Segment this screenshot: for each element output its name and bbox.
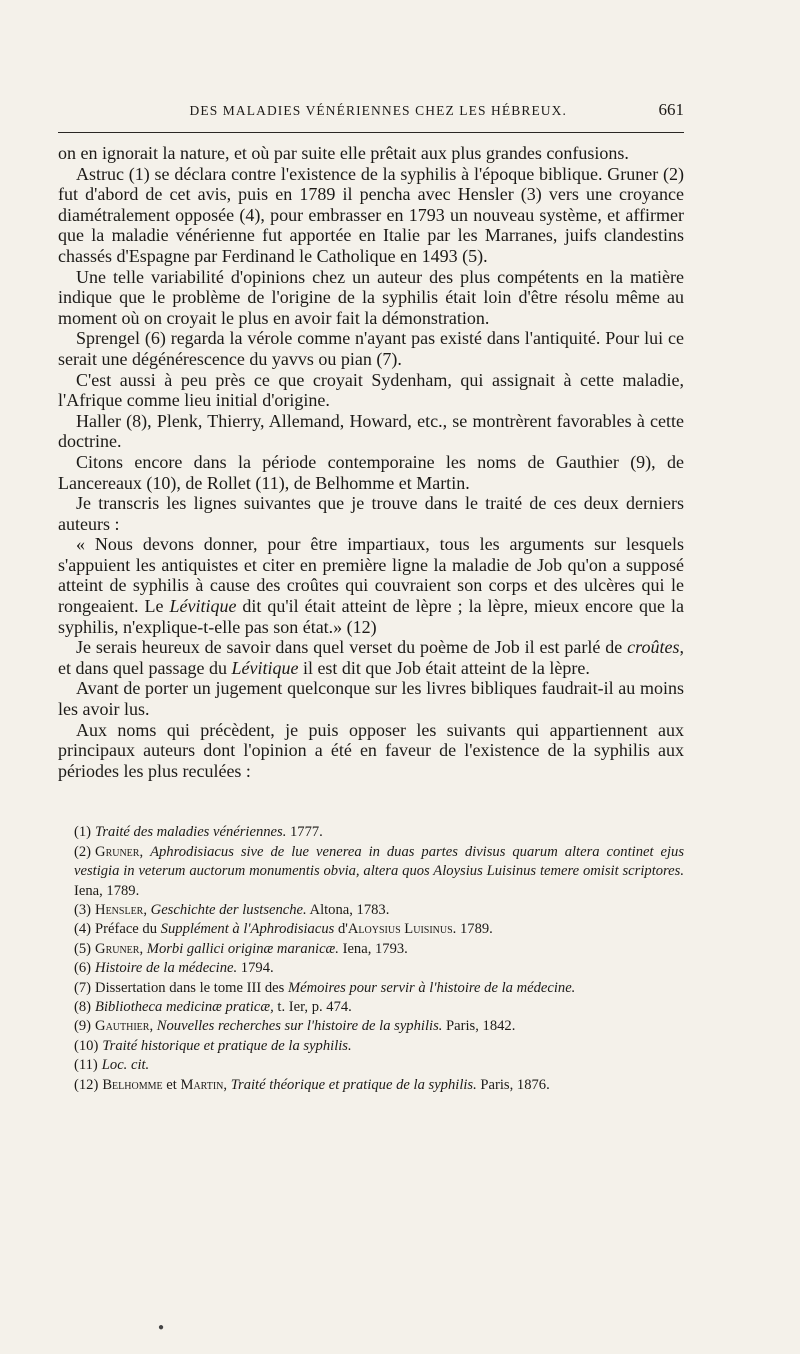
footnote (58, 979, 684, 998)
footnote-number: (2) (74, 843, 92, 860)
footnote-author: Hensler, (95, 902, 147, 919)
paragraph: Sprengel (6) regarda la vérole comme n'ayant pas existé dans l'antiquité. Pour lui ce serait une dégénérescence du yavvs ou pian (7). (58, 328, 684, 369)
footnote-title: Mémoires pour servir à l'histoire de la médecine. (287, 979, 576, 996)
footnote-title: Geschichte der lustsenche. (150, 902, 307, 919)
page-number: 661 (658, 100, 684, 119)
footnote (58, 959, 684, 978)
footnote (58, 843, 684, 901)
header-rule (58, 132, 684, 133)
footnote-text: d' (334, 921, 348, 938)
footnote (58, 998, 684, 1017)
text-run: dit qu'il était atteint de lèpre ; la lèpre, mieux encore que la syphilis, n'explique-t-elle pas son état.» (12) (58, 596, 684, 637)
footnote-text: Préface du (95, 921, 161, 938)
footnote-author: Belhomme (102, 1076, 163, 1093)
paragraph: Aux noms qui précèdent, je puis opposer les suivants qui appartiennent aux principaux auteurs dont l'opinion a été en faveur de l'existence de la syphilis aux périodes les plus reculées : (58, 719, 684, 781)
footnote-author: Martin, (180, 1076, 228, 1093)
footnote-text: t. Ier, p. 474. (273, 999, 352, 1016)
footnote-text: Iena, 1789. (74, 882, 140, 899)
footnote-text: 1789. (456, 921, 493, 938)
footnote-text: Altona, 1783. (306, 902, 390, 919)
paragraph: Haller (8), Plenk, Thierry, Allemand, Howard, etc., se montrèrent favorables à cette doctrine. (58, 410, 684, 452)
footnote-title: Morbi gallici originæ maranicæ. (146, 940, 339, 957)
printer-dot-ornament: ● (158, 1322, 165, 1333)
footnote-number: (6) (74, 960, 92, 977)
running-head (58, 100, 684, 126)
footnote (58, 1017, 684, 1036)
footnote-text: Paris, 1876. (476, 1076, 550, 1093)
paragraph: Citons encore dans la période contemporaine les noms de Gauthier (9), de Lancereaux (10), de Rollet (11), de Belhomme et Martin. (58, 451, 684, 493)
footnote-number: (10) (74, 1037, 99, 1054)
text-run: « Nous devons donner, pour être impartiaux, tous les arguments sur lesquels s'appuient les antiquistes et citer en première ligne la maladie de Job qu'on a supposé atteint de syphilis à cause des croûtes qui couvraient son corps et des ulcères qui le rongeaient. Le (58, 534, 684, 617)
footnote-title: Bibliotheca medicinæ praticæ, (95, 999, 274, 1016)
paragraph: Avant de porter un jugement quelconque sur les livres bibliques faudrait-il au moins les avoir lus. (58, 678, 684, 720)
footnote-title: Traité théorique et pratique de la syphilis. (230, 1076, 477, 1093)
paragraph: Je transcris les lignes suivantes que je trouve dans le traité de ces deux derniers auteurs : (58, 493, 684, 534)
footnote-text: Paris, 1842. (442, 1018, 516, 1035)
paragraph: on en ignorait la nature, et où par suite elle prêtait aux plus grandes confusions. (58, 143, 629, 163)
paragraph: Une telle variabilité d'opinions chez un auteur des plus compétents en la matière indique que le problème de l'origine de la syphilis était loin d'être résolu même au moment où on croyait le plus en avoir fait la démonstration. (58, 266, 684, 328)
text-run: Je serais heureux de savoir dans quel verset du poème de Job il est parlé de (76, 637, 628, 658)
paragraph: C'est aussi à peu près ce que croyait Sydenham, qui assignait à cette maladie, l'Afrique comme lieu initial d'origine. (58, 369, 684, 411)
italic-word: croûtes (627, 637, 680, 658)
footnote (58, 901, 684, 920)
text-run: , et dans quel passage du (58, 637, 684, 678)
footnote-author: Gauthier, (95, 1018, 154, 1035)
running-title: DES MALADIES VÉNÉRIENNES CHEZ LES HÉBREUX. (189, 103, 567, 118)
footnote-title: Nouvelles recherches sur l'histoire de la syphilis. (156, 1018, 443, 1035)
footnote (58, 1076, 684, 1095)
footnote-author: Aloysius Luisinus. (347, 921, 457, 938)
footnote (58, 823, 684, 842)
footnote-number: (11) (74, 1057, 98, 1074)
paragraph: Astruc (1) se déclara contre l'existence de la syphilis à l'époque biblique. Gruner (2) fut d'abord de cet avis, puis en 1789 il pencha avec Hensler (3) vers une croyance diamétralement opposée (4), pour embrasser en 1793 un nouveau système, et affirmer que la maladie vénérienne fut apportée en Italie par les Marranes, juifs clandestins chassés d'Espagne par Ferdinand le Catholique en 1493 (5). (58, 163, 684, 266)
footnote-title: Histoire de la médecine. (95, 960, 238, 977)
italic-title: Lévitique (231, 657, 299, 678)
footnote-title: Traité des maladies vénériennes. (95, 824, 287, 841)
footnotes (58, 823, 684, 1095)
footnote-author: Gruner, (95, 843, 144, 860)
text-run: il est dit que Job était atteint de la lèpre. (298, 657, 590, 678)
footnote-title: Aphrodisiacus sive de lue venerea in duas partes divisus quarum altera continet ejus vestigia in veterum auctorum monumentis obvia, altera quos Aloysius Luisinus temere omisit scriptores. (74, 843, 684, 880)
footnote-number: (12) (74, 1076, 99, 1093)
footnote-number: (8) (74, 999, 92, 1016)
footnote-text: 1794. (237, 960, 274, 977)
footnote (58, 1056, 684, 1075)
page (58, 100, 684, 1095)
footnote-number: (7) (74, 979, 92, 996)
footnote-text: et (162, 1076, 181, 1093)
body-text (58, 143, 684, 781)
footnote-number: (9) (74, 1018, 92, 1035)
footnote (58, 940, 684, 959)
footnote-text: Dissertation dans le tome III des (95, 979, 288, 996)
footnote-title: Supplément à l'Aphrodisiacus (160, 921, 335, 938)
footnote-number: (4) (74, 921, 92, 938)
footnote-title: Loc. cit. (101, 1057, 150, 1074)
footnote-number: (3) (74, 902, 92, 919)
footnote-number: (1) (74, 824, 92, 841)
quotation-paragraph (58, 534, 684, 637)
footnote-title: Traité historique et pratique de la syphilis. (102, 1037, 352, 1054)
footnote (58, 1037, 684, 1056)
footnote (58, 920, 684, 939)
italic-title: Lévitique (169, 596, 237, 617)
footnote-author: Gruner, (95, 940, 144, 957)
footnote-text: 1777. (286, 824, 323, 841)
paragraph (58, 637, 684, 678)
footnote-number: (5) (74, 940, 92, 957)
footnote-text: Iena, 1793. (338, 940, 408, 957)
